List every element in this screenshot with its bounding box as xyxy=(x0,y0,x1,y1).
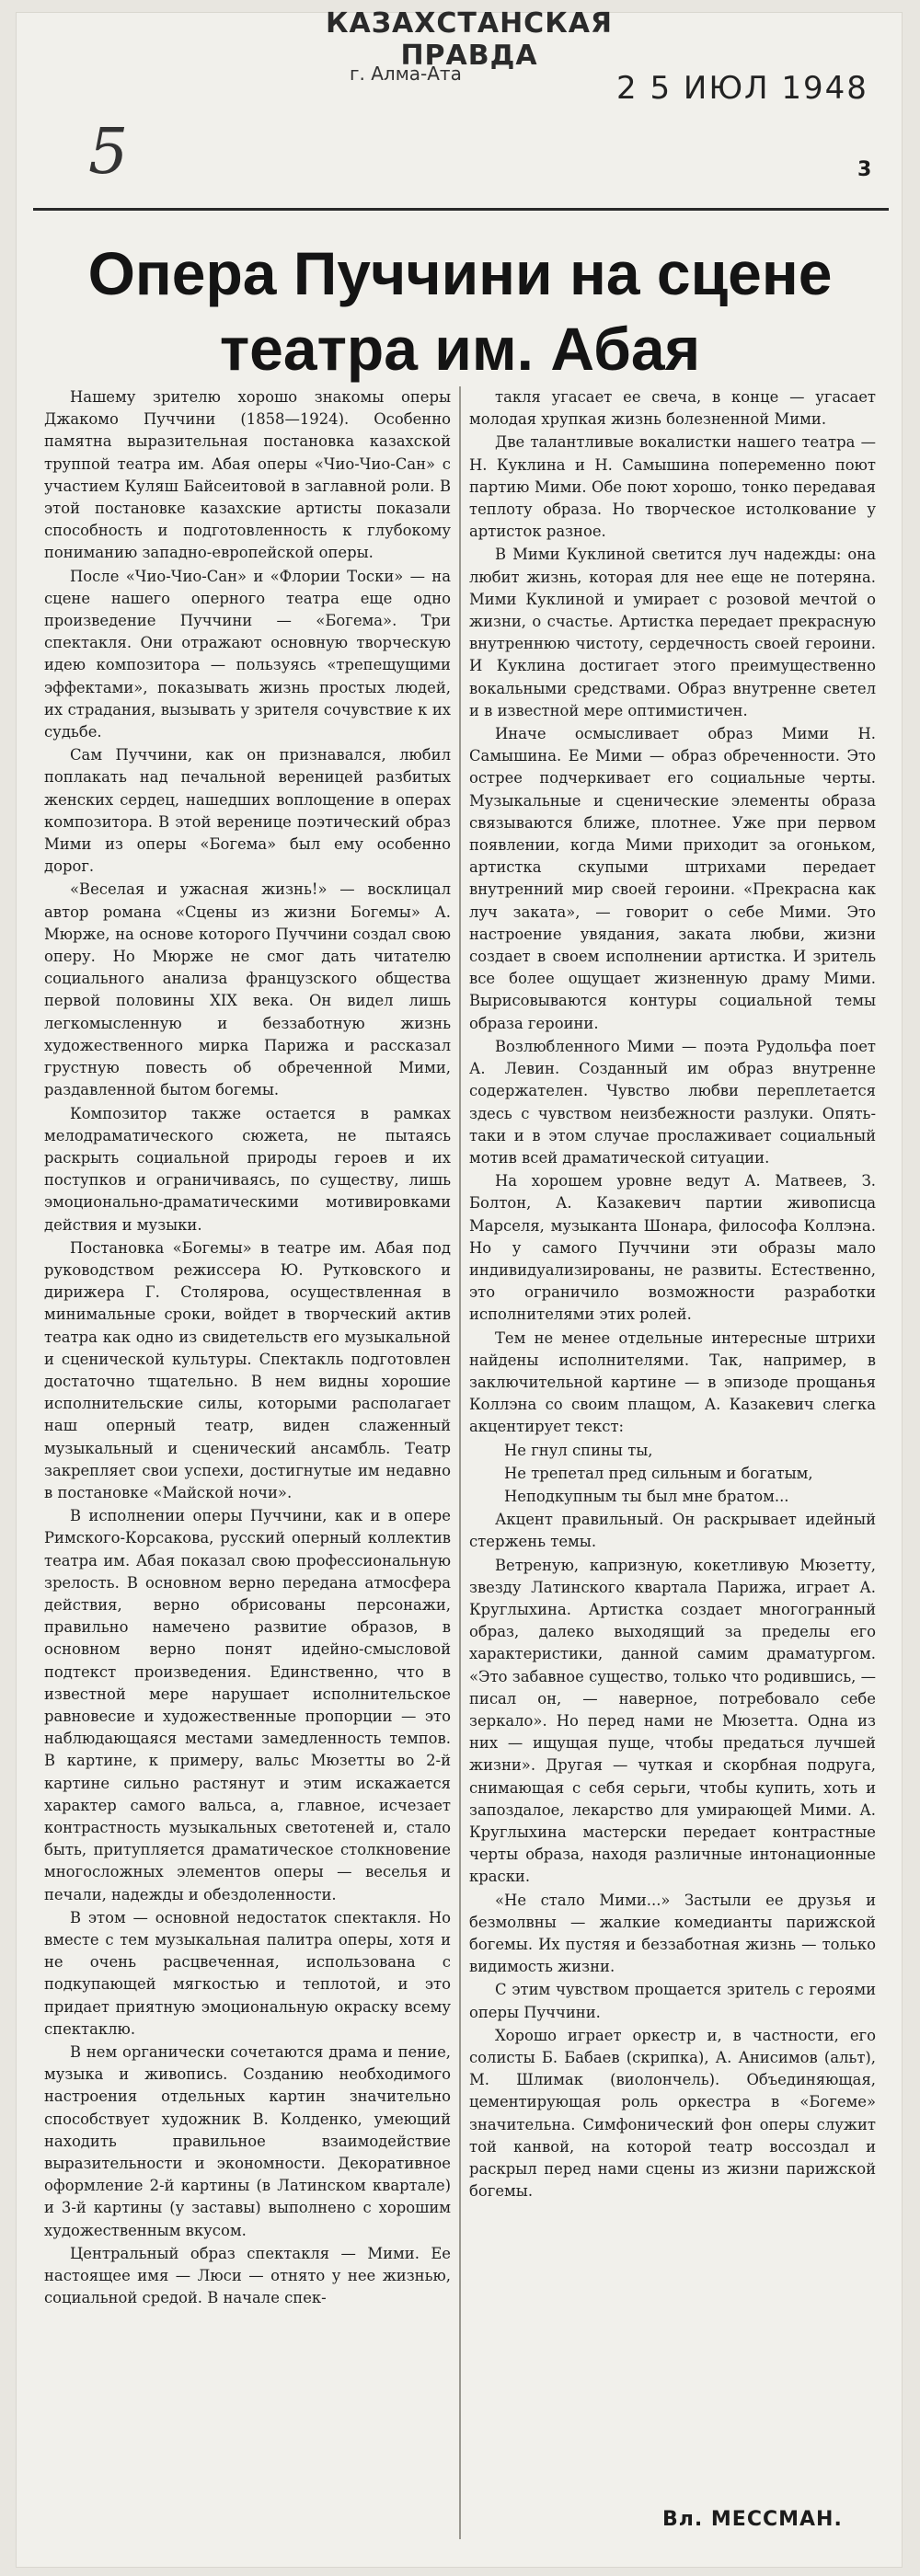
handwritten-mark: 5 xyxy=(88,116,129,189)
paragraph: Центральный образ спектакля — Мими. Ее настоящее имя — Люси — отнято у нее жизнью, социальной средой. В начале спек- xyxy=(44,2244,451,2307)
paragraph: Сам Пуччини, как он признавался, любил поплакать над печальной вереницей разбитых женских сердец, нашедших воплощение в операх композитора. В этой веренице поэтический образ Мими из оперы «Богема» был ему особенно дорог. xyxy=(44,746,451,876)
date-stamp: 2 5 ИЮЛ 1948 xyxy=(616,70,868,107)
paragraph: «Не стало Мими...» Застыли ее друзья и безмолвны — жалкие комедианты парижской богемы. Их пустяя и беззаботная жизнь — только видимость жизни. xyxy=(469,1891,876,1976)
paragraph: С этим чувством прощается зритель с героями оперы Пуччини. xyxy=(469,1981,876,2021)
paragraph: Постановка «Богемы» в театре им. Абая под руководством режиссера Ю. Рутковского и дирижера Г. Столярова, осуществленная в минимальные сроки, войдет в творческий актив театра как одно из свидетельств его музыкальной и сценической культуры. Спектакль подготовлен достаточно тщательно. В нем видны хорошие исполнительские силы, которыми располагает наш оперный театр, виден слаженный музыкальный и сценический ансамбль. Театр закрепляет свои успехи, достигнутые им недавно в постановке «Майской ночи». xyxy=(44,1238,451,1501)
paragraph: Иначе осмысливает образ Мими Н. Самышина. Ее Мими — образ обреченности. Это острее подчеркивает его социальные черты. Музыкальные и сценические элементы образа связываются ближе, плотнее. Уже при первом появлении, когда Мими приходит за огоньком, артистка скупыми штрихами передает внутренний мир своей героини. «Прекрасна как луч заката», — говорит о себе Мими. Это настроение увядания, заката любви, жизни создает в своем исполнении артистка. И зритель все более ощущает жизненную драму Мими. Вырисовываются контуры социальной темы образа героини. xyxy=(469,725,876,1032)
title-rule xyxy=(33,208,889,211)
paragraph: Ветреную, капризную, кокетливую Мюзетту, звезду Латинского квартала Парижа, играет А. Круглыхина. Артистка создает многогранный образ, далеко выходящий за пределы его характеристики, данной самим драматургом. «Это забавное существо, только что родившись, — писал он, — наверное, потребовало себе зеркало». Но перед нами не Мюзетта. Одна из них — ищущая пуще, чтобы предаться лучшей жизни». Другая — чуткая и скорбная подруга, снимающая с себя серьги, чтобы купить, хоть и запоздалое, лекарство для умирающей Мими. А. Круглыхина мастерски передает контрастные черты образа, находя различные интонационные краски. xyxy=(469,1556,876,1886)
paragraph: В нем органически сочетаются драма и пение, музыка и живопись. Созданию необходимого настроения отдельных картин значительно способствует художник В. Колденко, умеющий находить правильное взаимодействие выразительности и экономности. Декоративное оформление 2-й картины (в Латинском квартале) и 3-й картины (у заставы) выполнено с хорошим художественным вкусом. xyxy=(44,2043,451,2239)
paragraph: В этом — основной недостаток спектакля. Но вместе с тем музыкальная палитра оперы, хотя и не очень расцвеченная, использована с подкупающей мягкостью и теплотой, и это придает приятную эмоциональную окраску всему спектаклю. xyxy=(44,1908,451,2038)
paragraph: Тем не менее отдельные интересные штрихи найдены исполнителями. Так, например, в заключительной картине — в эпизоде прощанья Коллэна со своим плащом, А. Казакевич слегка акцентирует текст: xyxy=(469,1328,876,1436)
paragraph: В исполнении оперы Пуччини, как и в опере Римского-Корсакова, русский оперный коллектив театра им. Абая показал свою профессиональную зрелость. В основном верно передана атмосфера действия, верно обрисованы персонажи, правильно намечено развитие образов, в основном верно понят идейно-смысловой подтекст произведения. Единственно, что в известной мере нарушает исполнительское равновесие и художественные пропорции — это наблюдающаяся местами замедленность темпов. В картине, к примеру, вальс Мюзетты во 2-й картине сильно растянут и этим искажается характер самого вальса, а, главное, исчезает контрастность музыкальных светотеней и, стало быть, притупляется драматическое столкновение многосложных элементов оперы — веселья и печали, надежды и обездоленности. xyxy=(44,1507,451,1903)
page-number: 3 xyxy=(857,158,872,181)
right-column xyxy=(469,386,876,2493)
verse-line: Неподкупным ты был мне братом... xyxy=(504,1487,789,1505)
paragraph: Две талантливые вокалистки нашего театра — Н. Куклина и Н. Самышина попеременно поют партию Мими. Обе поют хорошо, тонко передавая теплоту образа. Но творческое истолкование у артисток разное. xyxy=(469,433,876,541)
verse-line: Не гнул спины ты, xyxy=(504,1441,653,1459)
paragraph: В Мими Куклиной светится луч надежды: она любит жизнь, которая для нее еще не потеряна. Мими Куклиной и умирает с розовой мечтой о жизни, о счастье. Артистка передает прекрасную внутреннюю чистоту, сердечность своей героини. И Куклина достигает этого преимущественно вокальными средствами. Образ внутренне светел и в известной мере оптимистичен. xyxy=(469,546,876,719)
newspaper-name: КАЗАХСТАНСКАЯ ПРАВДА xyxy=(325,7,614,72)
paragraph: После «Чио-Чио-Сан» и «Флории Тоски» — на сцене нашего оперного театра еще одно произведение Пуччини — «Богема». Три спектакля. Они отражают основную творческую идею композитора — пользуясь «трепещущими эффектами», показывать жизнь простых людей, их страдания, вызывать у зрителя сочувствие к их судьбе. xyxy=(44,567,451,742)
city-label: г. Алма-Ата xyxy=(350,63,462,85)
paragraph: На хорошем уровне ведут А. Матвеев, З. Болтон, А. Казакевич партии живописца Марселя, музыканта Шонара, философа Коллэна. Но у самого Пуччини эти образы мало индивидуализированы, не развиты. Естественно, это ограничило возможности разработки исполнителями этих ролей. xyxy=(469,1172,876,1324)
paragraph: такля угасает ее свеча, в конце — угасает молодая хрупкая жизнь болезненной Мими. xyxy=(469,388,876,429)
article-title xyxy=(37,236,883,386)
column-divider xyxy=(459,386,461,2539)
paragraph: Нашему зрителю хорошо знакомы оперы Джакомо Пуччини (1858—1924). Особенно памятна выразительная постановка казахской труппой театра им. Абая оперы «Чио-Чио-Сан» с участием Куляш Байсеитовой в заглавной роли. В этой постановке казахские артисты показали способность и подготовленность к глубокому пониманию западно-европейской оперы. xyxy=(44,388,451,562)
title-line-1: Опера Пуччини на сцене xyxy=(87,239,833,307)
left-column xyxy=(44,386,451,2539)
paragraph: «Веселая и ужасная жизнь!» — восклицал автор романа «Сцены из жизни Богемы» А. Мюрже, на основе которого Пуччини создал свою оперу. Но Мюрже не смог дать читателю социального анализа французского общества первой половины XIX века. Он видел лишь легкомысленную и беззаботную жизнь художественного мирка Парижа и рассказал грустную повесть об обреченной Мими, раздавленной бытом богемы. xyxy=(44,880,451,1099)
title-line-2: театра им. Абая xyxy=(219,315,701,383)
verse-line: Не трепетал пред сильным и богатым, xyxy=(504,1464,813,1482)
paragraph: Акцент правильный. Он раскрывает идейный стержень темы. xyxy=(469,1511,876,1551)
paragraph: Хорошо играет оркестр и, в частности, его солисты Б. Бабаев (скрипка), А. Анисимов (альт), М. Шлимак (виолончель). Объединяющая, цементирующая роль оркестра в «Богеме» значительна. Симфонический фон оперы служит той канвой, на которой театр воссоздал и раскрыл перед нами сцены из жизни парижской богемы. xyxy=(469,2026,876,2201)
paragraph: Возлюбленного Мими — поэта Рудольфа поет А. Левин. Созданный им образ внутренне содержателен. Чувство любви переплетается здесь с чувством неизбежности разлуки. Опять-таки и в этом случае прослаживает социальный мотив всей драматической ситуации. xyxy=(469,1037,876,1167)
paragraph: Композитор также остается в рамках мелодраматического сюжета, не пытаясь раскрыть социальной природы героев и их поступков и ограничиваясь, по существу, лишь эмоционально-драматическими мотивировками действия и музыки. xyxy=(44,1104,451,1234)
author-signature: Вл. МЕССМАН. xyxy=(662,2508,843,2531)
